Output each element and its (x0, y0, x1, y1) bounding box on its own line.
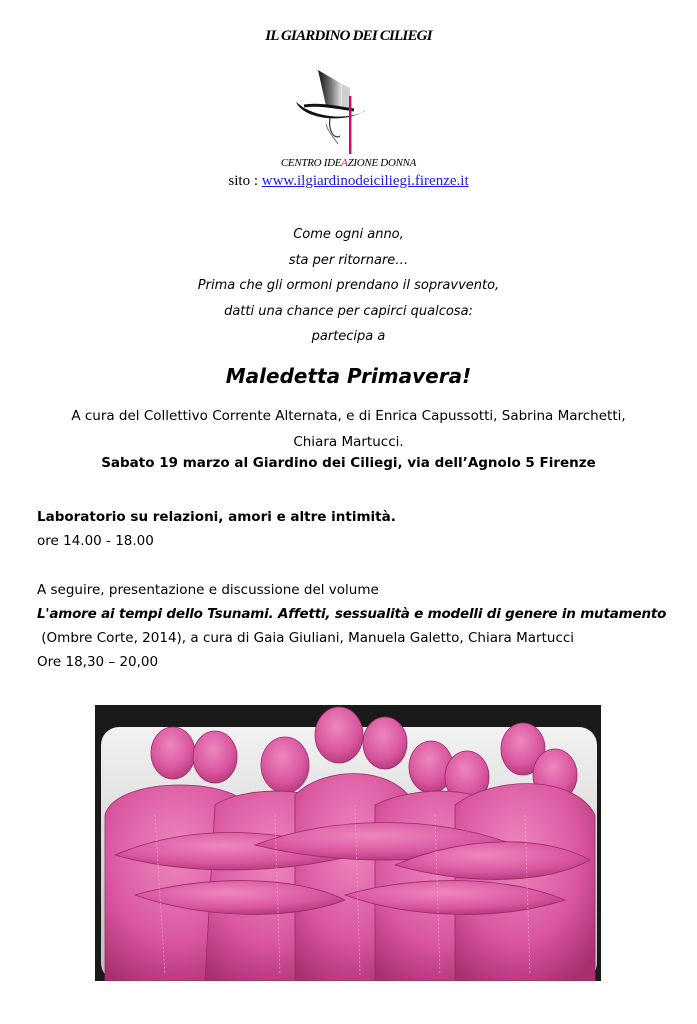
event-title: Maledetta Primavera! (225, 364, 472, 388)
pink-figures-photo (95, 705, 601, 981)
event-curators: A cura del Collettivo Corrente Alternata, e di Enrica Capussotti, Sabrina Marchetti, Chiara Martucci. (71, 408, 626, 450)
center-subtitle: CENTRO IDEAZIONE DONNA (280, 157, 417, 169)
presentation-block (37, 578, 677, 674)
hat-logo-icon (290, 66, 370, 158)
intro-line: sta per ritornare… (288, 252, 409, 268)
presentation-intro: A seguire, presentazione e discussione del volume (37, 582, 379, 598)
intro-line: datti una chance per capirci qualcosa: (224, 303, 473, 319)
org-name: IL GIARDINO DEI CILIEGI (265, 28, 432, 44)
event-date-place: Sabato 19 marzo al Giardino dei Ciliegi, via dell’Agnolo 5 Firenze (101, 455, 596, 471)
workshop-time: ore 14.00 - 18.00 (37, 533, 154, 549)
subtitle-accent-letter: A (341, 157, 348, 169)
workshop-block (37, 505, 677, 553)
intro-line: Prima che gli ormoni prendano il sopravvento, (197, 278, 500, 293)
presentation-time: Ore 18,30 – 20,00 (37, 654, 159, 670)
book-publisher: (Ombre Corte, 2014), a cura di Gaia Giuliani, Manuela Galetto, Chiara Martucci (37, 630, 575, 646)
intro-line: Come ogni anno, (293, 227, 404, 242)
intro-line: partecipa a (311, 329, 386, 344)
book-title: L'amore ai tempi dello Tsunami. Affetti, sessualità e modelli di genere in mutamento (37, 606, 667, 622)
workshop-title: Laboratorio su relazioni, amori e altre intimità. (37, 509, 396, 525)
site-label: sito : (228, 173, 262, 189)
intro-verse (0, 222, 697, 350)
site-link[interactable]: www.ilgiardinodeiciliegi.firenze.it (261, 173, 469, 189)
site-line (0, 173, 697, 190)
